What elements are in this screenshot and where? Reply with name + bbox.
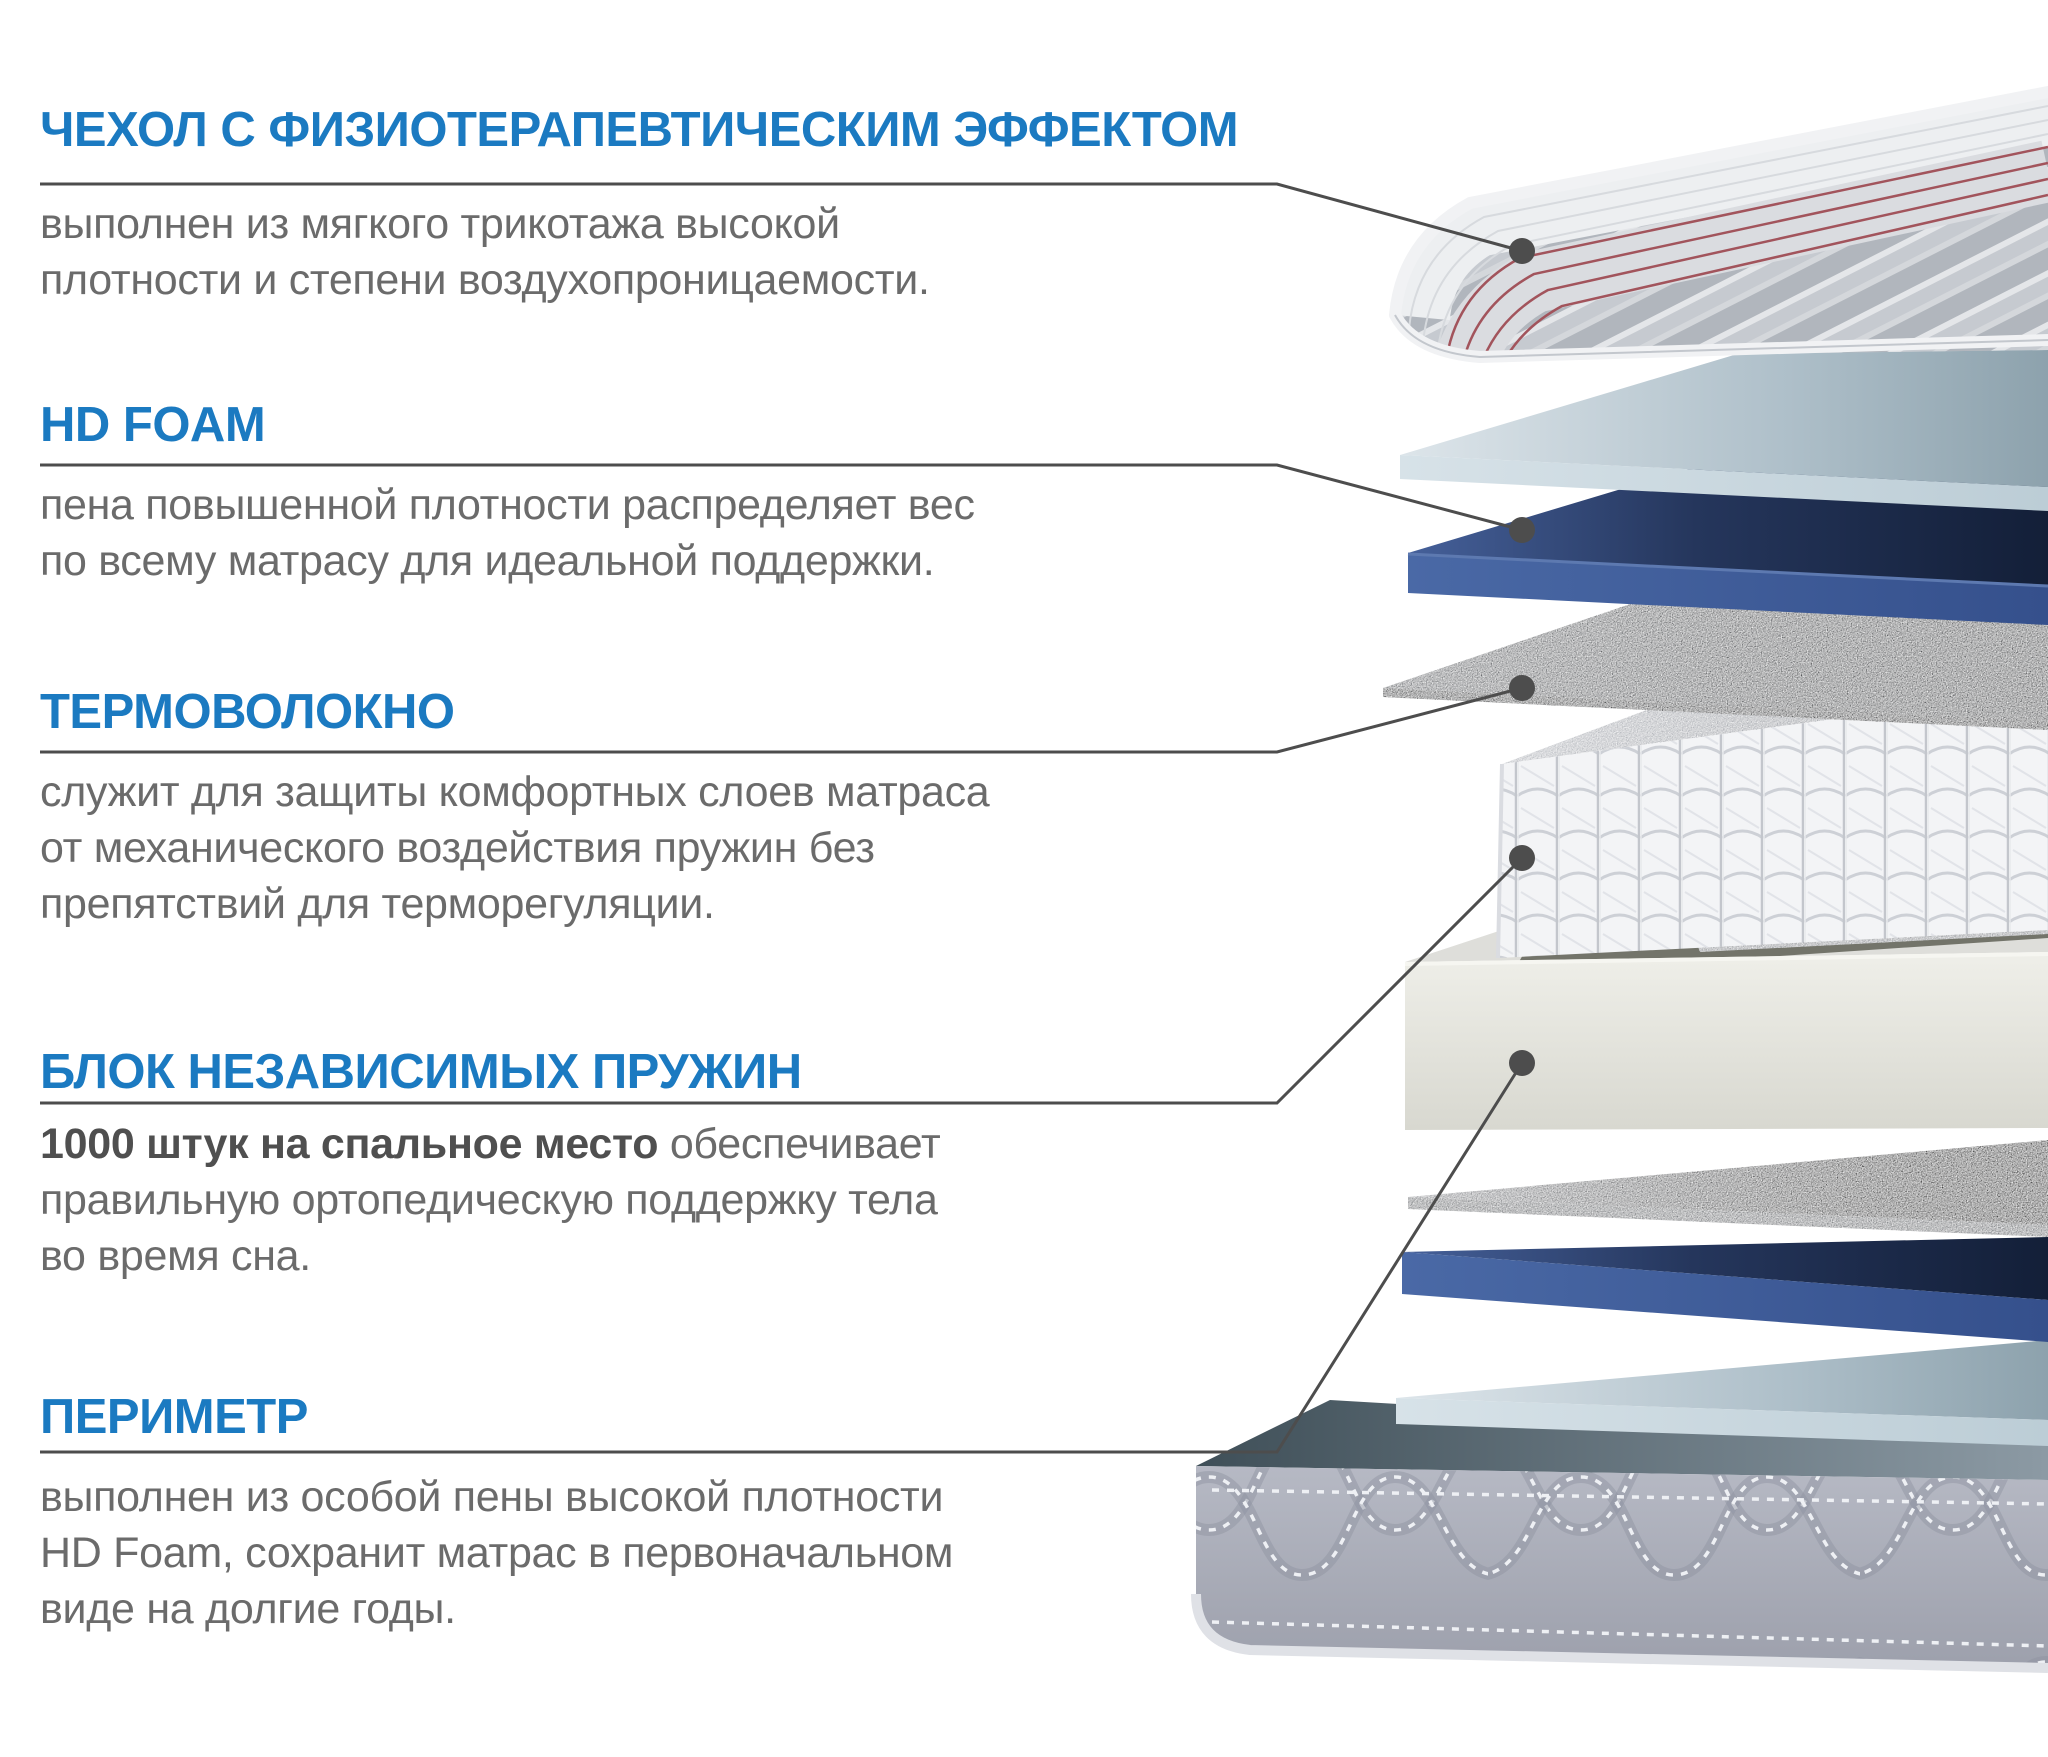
layer-thermo-fiber-bottom (1408, 1140, 2048, 1237)
section-perimeter-line-3: виде на долгие годы. (40, 1584, 456, 1633)
section-springs-heading: БЛОК НЕЗАВИСИМЫХ ПРУЖИН (40, 1045, 802, 1099)
section-hd-foam-line-1: пена повышенной плотности распределяет вес (40, 480, 975, 529)
section-cover-line-1: выполнен из мягкого трикотажа высокой (40, 199, 840, 248)
section-perimeter-heading: ПЕРИМЕТР (40, 1390, 308, 1444)
section-thermo-fiber-line-1: служит для защиты комфортных слоев матраса (40, 767, 990, 816)
connector-dot-thermo-fiber (1509, 675, 1535, 701)
section-thermo-fiber-line-3: препятствий для терморегуляции. (40, 879, 715, 928)
section-perimeter-line-2: HD Foam, сохранит матрас в первоначальном (40, 1528, 954, 1577)
section-springs-line-1 (40, 1116, 1300, 1172)
section-thermo-fiber-line-2: от механического воздействия пружин без (40, 823, 875, 872)
section-cover-heading: ЧЕХОЛ С ФИЗИОТЕРАПЕВТИЧЕСКИМ ЭФФЕКТОМ (40, 103, 1239, 157)
springs-front (1498, 690, 2048, 958)
connector-dot-cover (1509, 238, 1535, 264)
section-springs-line-3: во время сна. (40, 1231, 311, 1280)
section-thermo-fiber (40, 686, 1300, 932)
section-perimeter-line-1: выполнен из особой пены высокой плотности (40, 1472, 944, 1521)
springs-lead-rest: обеспечивает (658, 1119, 941, 1168)
section-hd-foam-line-2: по всему матрасу для идеальной поддержки. (40, 536, 935, 585)
section-thermo-fiber-heading: ТЕРМОВОЛОКНО (40, 685, 455, 739)
perimeter-front-face (1405, 952, 2048, 1130)
section-perimeter (40, 1391, 1300, 1637)
connector-dot-springs (1509, 845, 1535, 871)
section-springs (40, 1046, 1300, 1284)
section-hd-foam (40, 399, 1300, 589)
layer-hd-foam-bottom (1402, 1237, 2048, 1342)
section-hd-foam-heading: HD FOAM (40, 398, 266, 452)
springs-count-bold: 1000 штук на спальное место (40, 1119, 659, 1168)
connector-dot-perimeter (1509, 1050, 1535, 1076)
section-cover (40, 104, 1300, 308)
section-cover-line-2: плотности и степени воздухопроницаемости. (40, 255, 930, 304)
section-springs-line-2: правильную ортопедическую поддержку тела (40, 1175, 938, 1224)
connector-dot-hd-foam (1509, 517, 1535, 543)
